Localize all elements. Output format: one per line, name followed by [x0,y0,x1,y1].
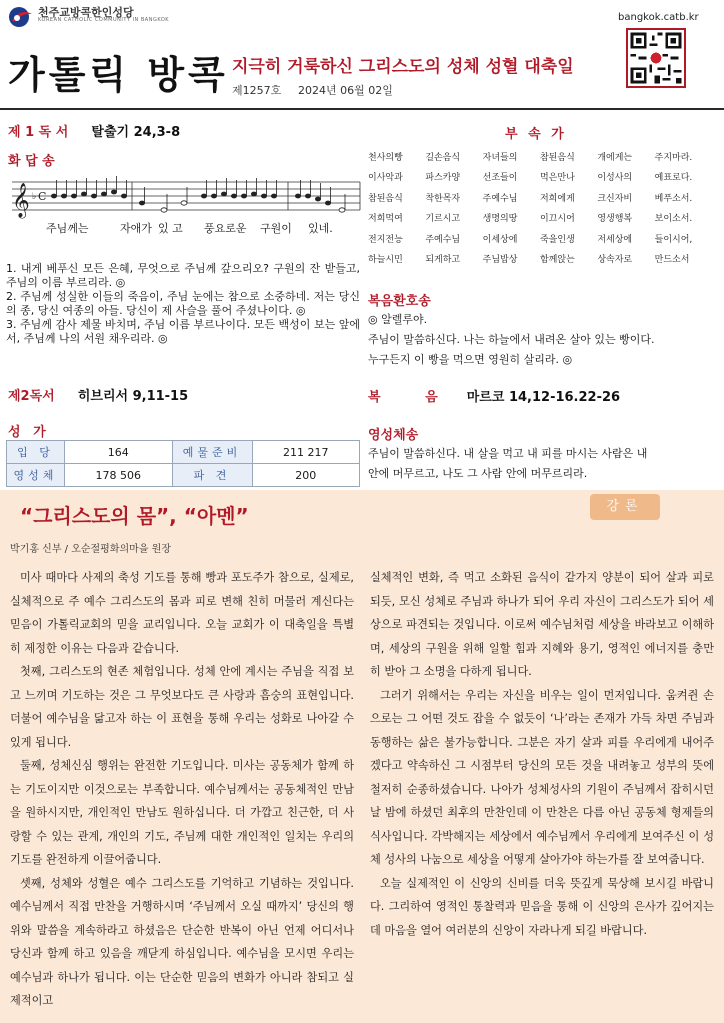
reading2-ref: 히브리서 9,11-15 [77,389,189,404]
sermon-badge: 강론 [590,494,660,520]
sequence-phrase: 주님밥상 [482,255,518,266]
table-row [7,464,360,487]
hymn-recessional-value: 200 [252,464,360,487]
sequence-phrase: 들이시어, [654,234,693,245]
sequence-row [368,249,712,270]
sequence-phrase: 이사악과 [368,173,403,184]
communion-line: 주님이 말씀하신다. 내 살을 먹고 내 피를 마시는 사람은 내 [368,447,648,460]
svg-text:𝄞: 𝄞 [12,183,30,218]
gospel-label: 복 음 [368,390,458,405]
lyric-word: 주님께는 [46,222,89,235]
qr-code-icon[interactable] [626,28,686,88]
hymn-entrance-value: 164 [65,441,173,464]
psalm-verse: 1. 내게 베푸신 모든 은혜, 무엇으로 주님께 갚으리오? 구원의 잔 받들고, 주님의 이름 부르리라. ◎ [6,262,360,289]
issue-date: 2024년 06월 02일 [298,84,393,97]
feast-title: 지극히 거룩하신 그리스도의 성체 성혈 대축일 [232,57,574,77]
header-divider [0,108,724,110]
sequence-row [368,167,712,188]
reading1-label: 제 1 독 서 [8,125,69,140]
sequence-phrase: 크신자비 [597,193,633,204]
sermon-author: 박기홍 신부 / 오순절평화의마을 원장 [10,544,171,555]
sequence-phrase: 천사의빵 [368,152,403,163]
alleluia-label: 복음환호송 [368,294,431,309]
sermon-paragraph: 실체적인 변화, 즉 먹고 소화된 음식이 같가지 양분이 되어 살과 피로 되듯, 모신 성체로 주님과 하나가 되어 우리 자신이 그리스도가 되어 세상으로 파견되는 것입니다. 이로써 예수님처럼 세상을 바라보고 이해하며, 세상의 구원을 위해 일할 힘과 지혜와 용기, 영적인 에너지를 충만히 받아 그 소명을 다하게 됩니다. [370,571,714,678]
parish-logo-icon [8,6,34,28]
hymn-communion-value: 178 506 [65,464,173,487]
sequence-phrase: 되게하고 [425,255,461,266]
sequence-phrase: 선조들이 [482,173,518,184]
communion-line: 안에 머무르고, 나도 그 사람 안에 머무르리라. [368,467,588,480]
sermon-column-left [10,566,354,1013]
sequence-phrase: 저세상에 [597,234,633,245]
hymn-entrance-label: 입 당 [7,441,65,464]
hymn-communion-label: 영성체 [7,464,65,487]
sequence-phrase: 저희에게 [539,193,575,204]
sequence-phrase: 참된음식 [368,193,403,204]
sermon-column-right [370,566,714,942]
lyric-word: 자애가 [120,222,152,235]
sequence-phrase: 이성사의 [597,173,633,184]
sequence-phrase: 기르시고 [425,214,461,225]
table-row [7,441,360,464]
sequence-label: 부 속 가 [505,127,567,142]
communion-text [368,444,712,484]
sequence-phrase: 베푸소서. [654,193,693,204]
sequence-phrase: 자녀들의 [482,152,518,163]
sequence-phrase: 상속자로 [597,255,633,266]
sequence-phrase: 전지전능 [368,234,403,245]
sequence-phrase: 착한목자 [425,193,461,204]
psalm-verses [6,262,360,346]
lyric-word: 있네. [308,222,333,235]
sermon-paragraph: 그러기 위해서는 우리는 자신을 비우는 일이 먼저입니다. 움켜쥔 손으로는 그 어떤 것도 잡을 수 없듯이 ‘나’라는 존재가 가득 차면 주님과 동행하는 삶은 불가능합니다. 그분은 자기 살과 피를 우리에게 내어주겠다고 약속하신 그 시점부터 당신의 모든 것을 내려놓고 성부의 뜻에 철저히 순종하셨습니다. 나아가 성체성사의 기원이 주님께서 잡히시던 날 밤에 하셨던 최후의 만찬인데 이 만찬은 다름 아닌 공동체 형제들의 식사입니다. 각박해지는 세상에서 예수님께서 우리에게 보여주신 이 성체 성사의 나눔으로 세상을 어떻게 살아가야 하는가를 잘 보여줍니다. [370,688,714,866]
sequence-grid [368,146,712,269]
sequence-phrase: 저희먹여 [368,214,403,225]
sequence-phrase: 주예수님 [482,193,518,204]
sermon-paragraph: 둘째, 성체신심 행위는 완전한 기도입니다. 미사는 공동체가 함께 하는 기도이지만 이것으로는 부족합니다. 예수님께서는 공동체적인 만남을 원하시지만, 개인적인 만남도 원하십니다. 더 가깝고 친근한, 더 사랑할 수 있는 관계, 개인의 기도, 주님께 대한 개인적인 일치는 우리의 기도를 완전하게 이끌어줍니다. [10,759,354,866]
sequence-row [368,187,712,208]
sequence-phrase: 만드소서 [654,255,690,266]
alleluia-text [368,310,712,370]
hymn-offertory-value: 211 217 [252,441,360,464]
gospel-ref: 마르코 14,12-16.22-26 [466,390,621,405]
sequence-phrase: 생명의땅 [482,214,518,225]
sermon-title: “그리스도의 몸”, “아멘” [20,504,249,528]
sermon-paragraph: 오늘 실제적인 이 신앙의 신비를 더욱 뜻깊게 묵상해 보시길 바랍니다. 그리하여 영적인 통찰력과 믿음을 통해 이 신앙의 은사가 깊어지는 데 마음을 열어 여러분의 신앙이 자라나게 되길 바랍니다. [370,876,714,937]
reading1-ref: 탈출기 24,3-8 [91,125,181,140]
sequence-phrase: 영생행복 [597,214,633,225]
sequence-row [368,146,712,167]
sequence-phrase: 하늘시민 [368,255,403,266]
sequence-phrase: 먹은만나 [539,173,575,184]
sequence-phrase: 주예수님 [425,234,461,245]
sequence-phrase: 길손음식 [425,152,461,163]
sequence-phrase: 주지마라. [654,152,693,163]
masthead [0,0,724,110]
sequence-phrase: 보이소서. [654,214,693,225]
org-subtitle: KOREAN CATHOLIC COMMUNITY IN BANGKOK [38,17,170,23]
reading1 [8,121,180,140]
sequence-phrase: 참된음식 [539,152,575,163]
sequence-row [368,228,712,249]
hymn-table [6,440,360,487]
sermon-paragraph: 첫째, 그리스도의 현존 체험입니다. 성체 안에 계시는 주님을 직접 보고 느끼며 기도하는 것은 그 무엇보다도 큰 사랑과 흠숭의 표현입니다. 더불어 예수님을 닮고자 하는 이 표현을 통해 우리는 성화로 나아갈 수 있게 됩니다. [10,665,354,749]
communion-label: 영성체송 [368,428,419,443]
lyric-word: 풍요로운 [204,222,247,235]
lyric-word: 구원이 [260,222,292,235]
sequence-phrase: 개에게는 [597,152,633,163]
psalm-label: 화 답 송 [8,154,55,169]
psalm-verse: 3. 주님께 감사 제물 바치며, 주님 이름 부르나이다. 모든 백성이 보는 앞에서, 주님께 나의 서원 채우리라. ◎ [6,318,360,345]
website-url[interactable]: bangkok.catb.kr [618,12,699,23]
sequence-phrase: 죽을인생 [539,234,575,245]
psalm-music-staff [8,172,363,224]
alleluia-line: 누구든지 이 빵을 먹으면 영원히 살리라. ◎ [368,353,573,366]
sermon-paragraph: 셋째, 성체와 성혈은 예수 그리스도를 기억하고 기념하는 것입니다. 예수님께서 직접 만찬을 거행하시며 ‘주님께서 오실 때까지’ 당신의 행위와 말씀을 계속하라고 하셨음은 단순한 반복이 아닌 언제 어디서나 당신과 함께 하고 있음을 깨닫게 하심입니다. 예수님을 모시면 우리는 예수님과 하나가 됩니다. 이는 단순한 믿음의 변화가 아니라 참되고 실제적이고 [10,876,354,1007]
gospel [368,386,620,405]
alleluia-line: ◎ 알렐루야. [368,313,428,326]
hymn-recessional-label: 파 견 [172,464,252,487]
sequence-phrase: 파스카양 [425,173,461,184]
hymn-offertory-label: 예물준비 [172,441,252,464]
sequence-phrase: 이끄시어 [539,214,575,225]
svg-text:♭: ♭ [32,192,37,202]
sequence-phrase: 이세상에 [482,234,518,245]
org-name: 천주교방콕한인성당 [38,6,134,19]
lyric-word: 있 고 [158,222,183,235]
sequence-phrase: 함께앉는 [539,255,575,266]
reading2 [8,385,188,404]
issue-number: 제1257호 [232,84,282,97]
bulletin-title: 가톨릭 방콕 [8,53,229,97]
sequence-phrase: 예표로다. [654,173,693,184]
svg-text:C: C [38,190,47,203]
reading2-label: 제2독서 [8,389,55,404]
sermon-paragraph: 미사 때마다 사제의 축성 기도를 통해 빵과 포도주가 참으로, 실제로, 실체적으로 주 예수 그리스도의 몸과 피로 변해 친히 머물러 계신다는 믿음이 가톨릭교회의 믿을 교리입니다. 오늘 교회가 이 대축일을 특별히 제정한 이유는 다음과 같습니다. [10,571,354,655]
alleluia-line: 주님이 말씀하신다. 나는 하늘에서 내려온 살아 있는 빵이다. [368,333,655,346]
psalm-verse: 2. 주님께 성실한 이들의 죽음이, 주님 눈에는 참으로 소중하네. 저는 당신의 종, 당신 여종의 아들. 당신이 제 사슬을 풀어 주셨나이다. ◎ [6,290,360,317]
hymn-label: 성 가 [8,425,50,440]
sequence-row [368,208,712,229]
